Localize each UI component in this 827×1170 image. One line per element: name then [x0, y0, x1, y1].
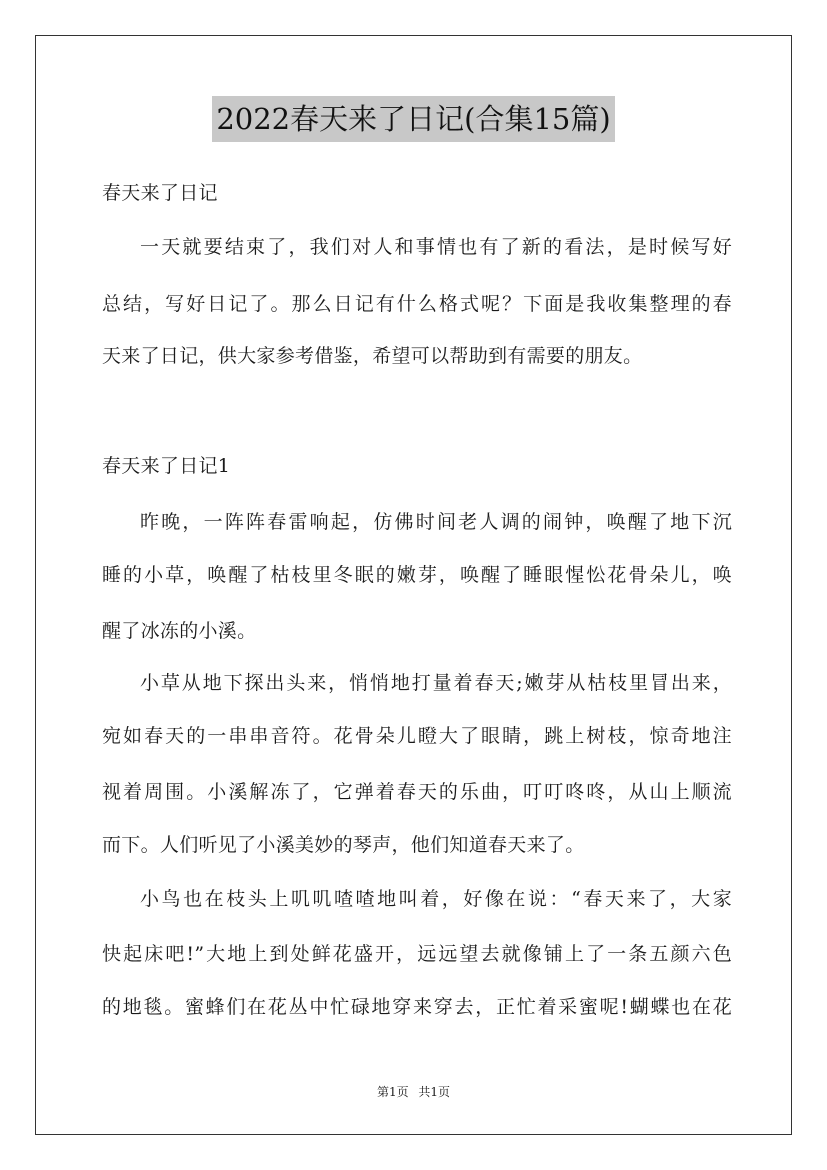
- paragraph-line: 而下。人们听见了小溪美妙的琴声，他们知道春天来了。: [102, 834, 585, 856]
- page-number-current: 第1页: [376, 1085, 409, 1099]
- page-footer: [0, 1084, 827, 1100]
- section-heading-intro: 春天来了日记: [102, 182, 218, 204]
- title-wrap: [0, 96, 827, 142]
- paragraph-line: 的地毯。蜜蜂们在花丛中忙碌地穿来穿去，正忙着采蜜呢!蝴蝶也在花: [102, 996, 732, 1018]
- paragraph-line: 醒了冰冻的小溪。: [102, 620, 257, 642]
- paragraph-line: 视着周围。小溪解冻了，它弹着春天的乐曲，叮叮咚咚，从山上顺流: [102, 781, 732, 803]
- paragraph-line: 一天就要结束了，我们对人和事情也有了新的看法，是时候写好: [140, 236, 732, 258]
- paragraph-line: 宛如春天的一串串音符。花骨朵儿瞪大了眼睛，跳上树枝，惊奇地注: [102, 725, 732, 747]
- document-title: 2022春天来了日记(合集15篇): [212, 96, 614, 142]
- paragraph-line: 昨晚，一阵阵春雷响起，仿佛时间老人调的闹钟，唤醒了地下沉: [140, 511, 732, 533]
- paragraph-line: 睡的小草，唤醒了枯枝里冬眠的嫩芽，唤醒了睡眼惺忪花骨朵儿，唤: [102, 564, 732, 586]
- paragraph-line: 快起床吧!”大地上到处鲜花盛开，远远望去就像铺上了一条五颜六色: [102, 943, 732, 965]
- paragraph-line: 小鸟也在枝头上叽叽喳喳地叫着，好像在说：“春天来了，大家: [140, 888, 732, 910]
- page-number-total: 共1页: [418, 1085, 451, 1099]
- paragraph-line: 天来了日记，供大家参考借鉴，希望可以帮助到有需要的朋友。: [102, 345, 643, 367]
- paragraph-line: 总结，写好日记了。那么日记有什么格式呢？下面是我收集整理的春: [102, 293, 732, 315]
- paragraph-line: 小草从地下探出头来，悄悄地打量着春天;嫩芽从枯枝里冒出来，: [140, 672, 732, 694]
- section-heading-1: 春天来了日记1: [102, 455, 231, 477]
